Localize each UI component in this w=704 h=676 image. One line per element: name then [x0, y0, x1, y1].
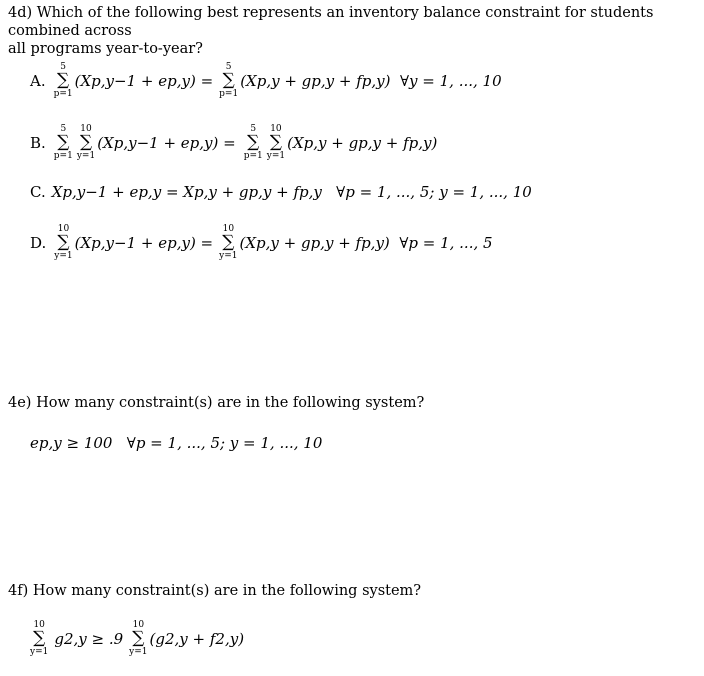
summation: 5 ∑ p=1 — [243, 124, 263, 161]
end-expression: (g2,y + f2,y) — [149, 629, 245, 648]
right-expression: (Xp,y + gp,y + fp,y) ∀y = 1, ..., 10 — [240, 71, 502, 90]
question-4d-text — [8, 4, 704, 58]
right-expression: (Xp,y + gp,y + fp,y) ∀p = 1, ..., 5 — [239, 233, 493, 252]
summation: 5 ∑ p=1 — [53, 62, 73, 99]
summation: 10 ∑ y=1 — [30, 620, 49, 657]
option-a — [30, 62, 502, 99]
expression: Xp,y−1 + ep,y = Xp,y + gp,y + fp,y ∀p = 1, ..., 5; y = 1, ..., 10 — [51, 183, 532, 201]
middle-expression: g2,y ≥ .9 — [54, 629, 124, 648]
option-c — [30, 183, 532, 201]
left-expression: (Xp,y−1 + ep,y) = — [74, 233, 214, 252]
summation: 10 ∑ y=1 — [129, 620, 148, 657]
option-d — [30, 224, 493, 261]
left-expression: (Xp,y−1 + ep,y) = — [97, 133, 236, 152]
option-label: B. — [30, 133, 46, 152]
left-expression: (Xp,y−1 + ep,y) = — [74, 71, 214, 90]
summation: 5 ∑ p=1 — [219, 62, 239, 99]
summation: 10 ∑ y=1 — [219, 224, 238, 261]
option-b — [30, 124, 437, 161]
option-label: A. — [30, 71, 46, 90]
option-label: C. — [30, 183, 46, 201]
summation: 10 ∑ y=1 — [54, 224, 73, 261]
question-4e-expression: ep,y ≥ 100 ∀p = 1, ..., 5; y = 1, ..., 10 — [30, 434, 323, 452]
question-4d-line1: 4d) Which of the following best represents an inventory balance constraint for students combined across — [8, 5, 654, 39]
question-4d-line2: all programs year-to-year? — [8, 41, 203, 57]
right-expression: (Xp,y + gp,y + fp,y) — [287, 133, 438, 152]
summation: 5 ∑ p=1 — [53, 124, 73, 161]
question-4f-expression — [28, 620, 244, 657]
question-4e-text: 4e) How many constraint(s) are in the following system? — [8, 395, 425, 411]
option-label: D. — [30, 233, 47, 252]
summation: 10 ∑ y=1 — [76, 124, 96, 161]
summation: 10 ∑ y=1 — [266, 124, 286, 161]
question-4f-text: 4f) How many constraint(s) are in the following system? — [8, 583, 422, 599]
